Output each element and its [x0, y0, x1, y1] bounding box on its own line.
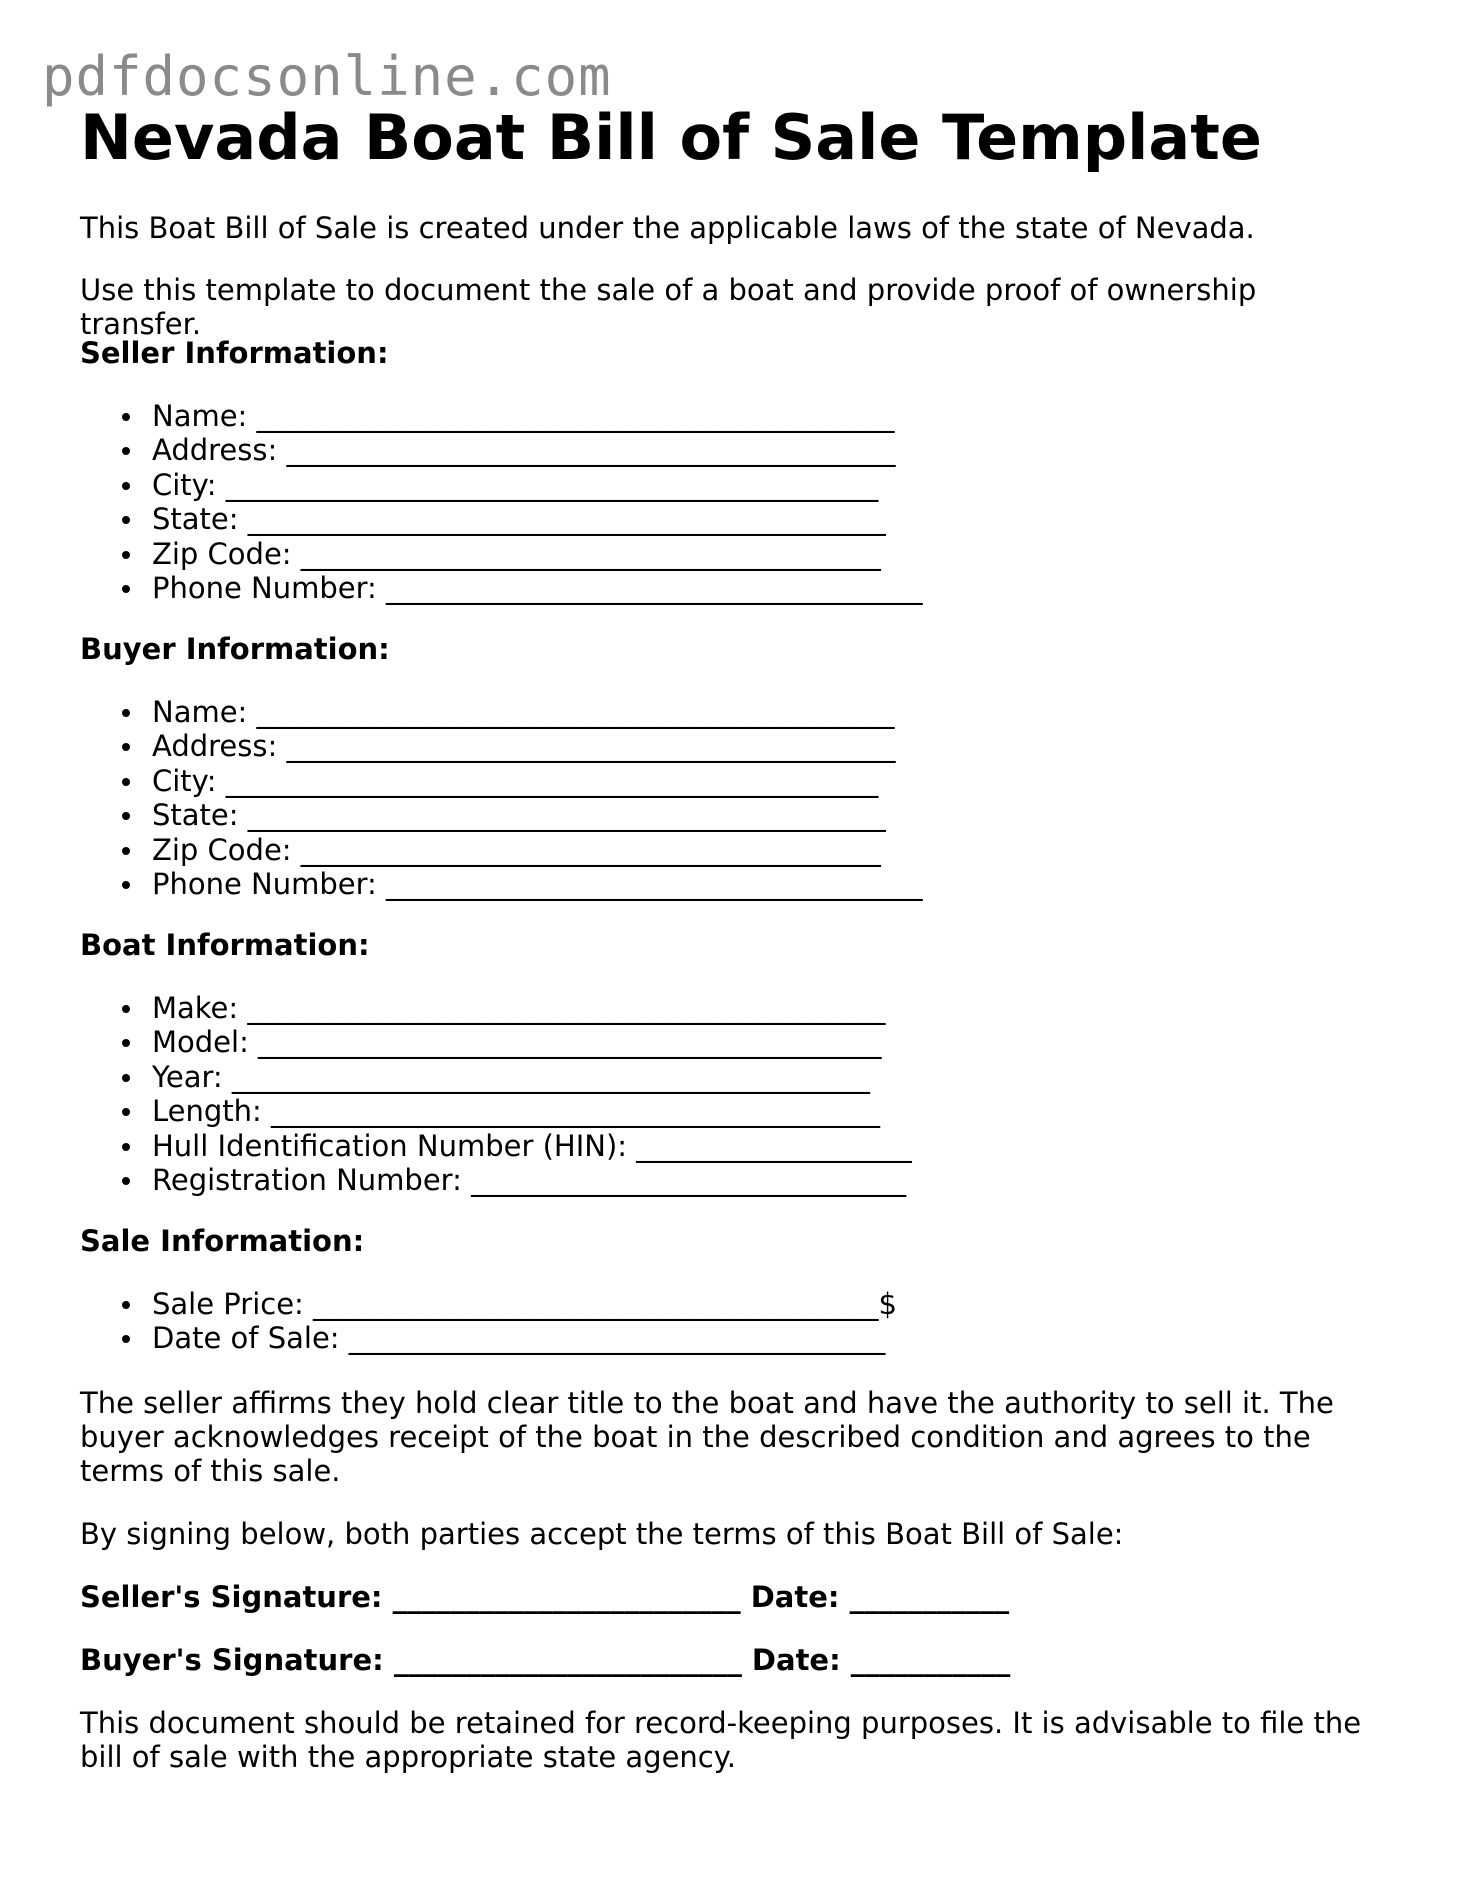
watermark-text: pdfdocsonline.com: [42, 45, 612, 108]
signing-intro: By signing below, both parties accept the terms of this Boat Bill of Sale:: [80, 1517, 1124, 1551]
boat-length-field[interactable]: Length: __________________________________________: [80, 1094, 912, 1128]
sale-field-list: [80, 1287, 897, 1356]
buyer-field-list: [80, 695, 923, 901]
seller-heading: Seller Information:: [80, 336, 389, 370]
buyer-state-field[interactable]: State: ____________________________________________: [80, 798, 923, 832]
buyer-phone-field[interactable]: Phone Number: _____________________________________: [80, 867, 923, 901]
seller-zip-field[interactable]: Zip Code: ________________________________________: [80, 537, 923, 571]
buyer-signature-line[interactable]: Buyer's Signature: ________________________ Date: ___________: [80, 1643, 1011, 1677]
buyer-city-field[interactable]: City: _____________________________________________: [80, 764, 923, 798]
boat-model-field[interactable]: Model: ___________________________________________: [80, 1025, 912, 1059]
seller-field-list: [80, 399, 923, 605]
boat-heading: Boat Information:: [80, 928, 370, 962]
intro-paragraph-2: Use this template to document the sale of a boat and provide proof of ownership transfer.: [80, 273, 1257, 341]
sale-price-field[interactable]: Sale Price: _______________________________________$: [80, 1287, 897, 1321]
boat-year-field[interactable]: Year: ____________________________________________: [80, 1060, 912, 1094]
seller-city-field[interactable]: City: _____________________________________________: [80, 468, 923, 502]
seller-phone-field[interactable]: Phone Number: _____________________________________: [80, 571, 923, 605]
buyer-address-field[interactable]: Address: __________________________________________: [80, 729, 923, 763]
closing-paragraph: This document should be retained for record-keeping purposes. It is advisable to file the bill of sale with the appropriate state agency.: [80, 1706, 1362, 1774]
seller-address-field[interactable]: Address: __________________________________________: [80, 433, 923, 467]
seller-state-field[interactable]: State: ____________________________________________: [80, 502, 923, 536]
sale-heading: Sale Information:: [80, 1224, 365, 1258]
boat-registration-field[interactable]: Registration Number: ______________________________: [80, 1163, 912, 1197]
buyer-zip-field[interactable]: Zip Code: ________________________________________: [80, 833, 923, 867]
boat-field-list: [80, 991, 912, 1197]
buyer-name-field[interactable]: Name: ____________________________________________: [80, 695, 923, 729]
affirmation-paragraph: The seller affirms they hold clear title to the boat and have the authority to sell it. The buyer acknowledges receipt of the boat in the described condition and agrees to the terms of this sale.: [80, 1386, 1334, 1488]
boat-make-field[interactable]: Make: ____________________________________________: [80, 991, 912, 1025]
seller-signature-line[interactable]: Seller's Signature: ________________________ Date: ___________: [80, 1580, 1010, 1614]
buyer-heading: Buyer Information:: [80, 632, 390, 666]
seller-name-field[interactable]: Name: ____________________________________________: [80, 399, 923, 433]
intro-paragraph-1: This Boat Bill of Sale is created under the applicable laws of the state of Nevada.: [80, 211, 1255, 245]
boat-hin-field[interactable]: Hull Identification Number (HIN): ___________________: [80, 1129, 912, 1163]
document-title: Nevada Boat Bill of Sale Template: [80, 101, 1262, 174]
sale-date-field[interactable]: Date of Sale: _____________________________________: [80, 1321, 897, 1355]
